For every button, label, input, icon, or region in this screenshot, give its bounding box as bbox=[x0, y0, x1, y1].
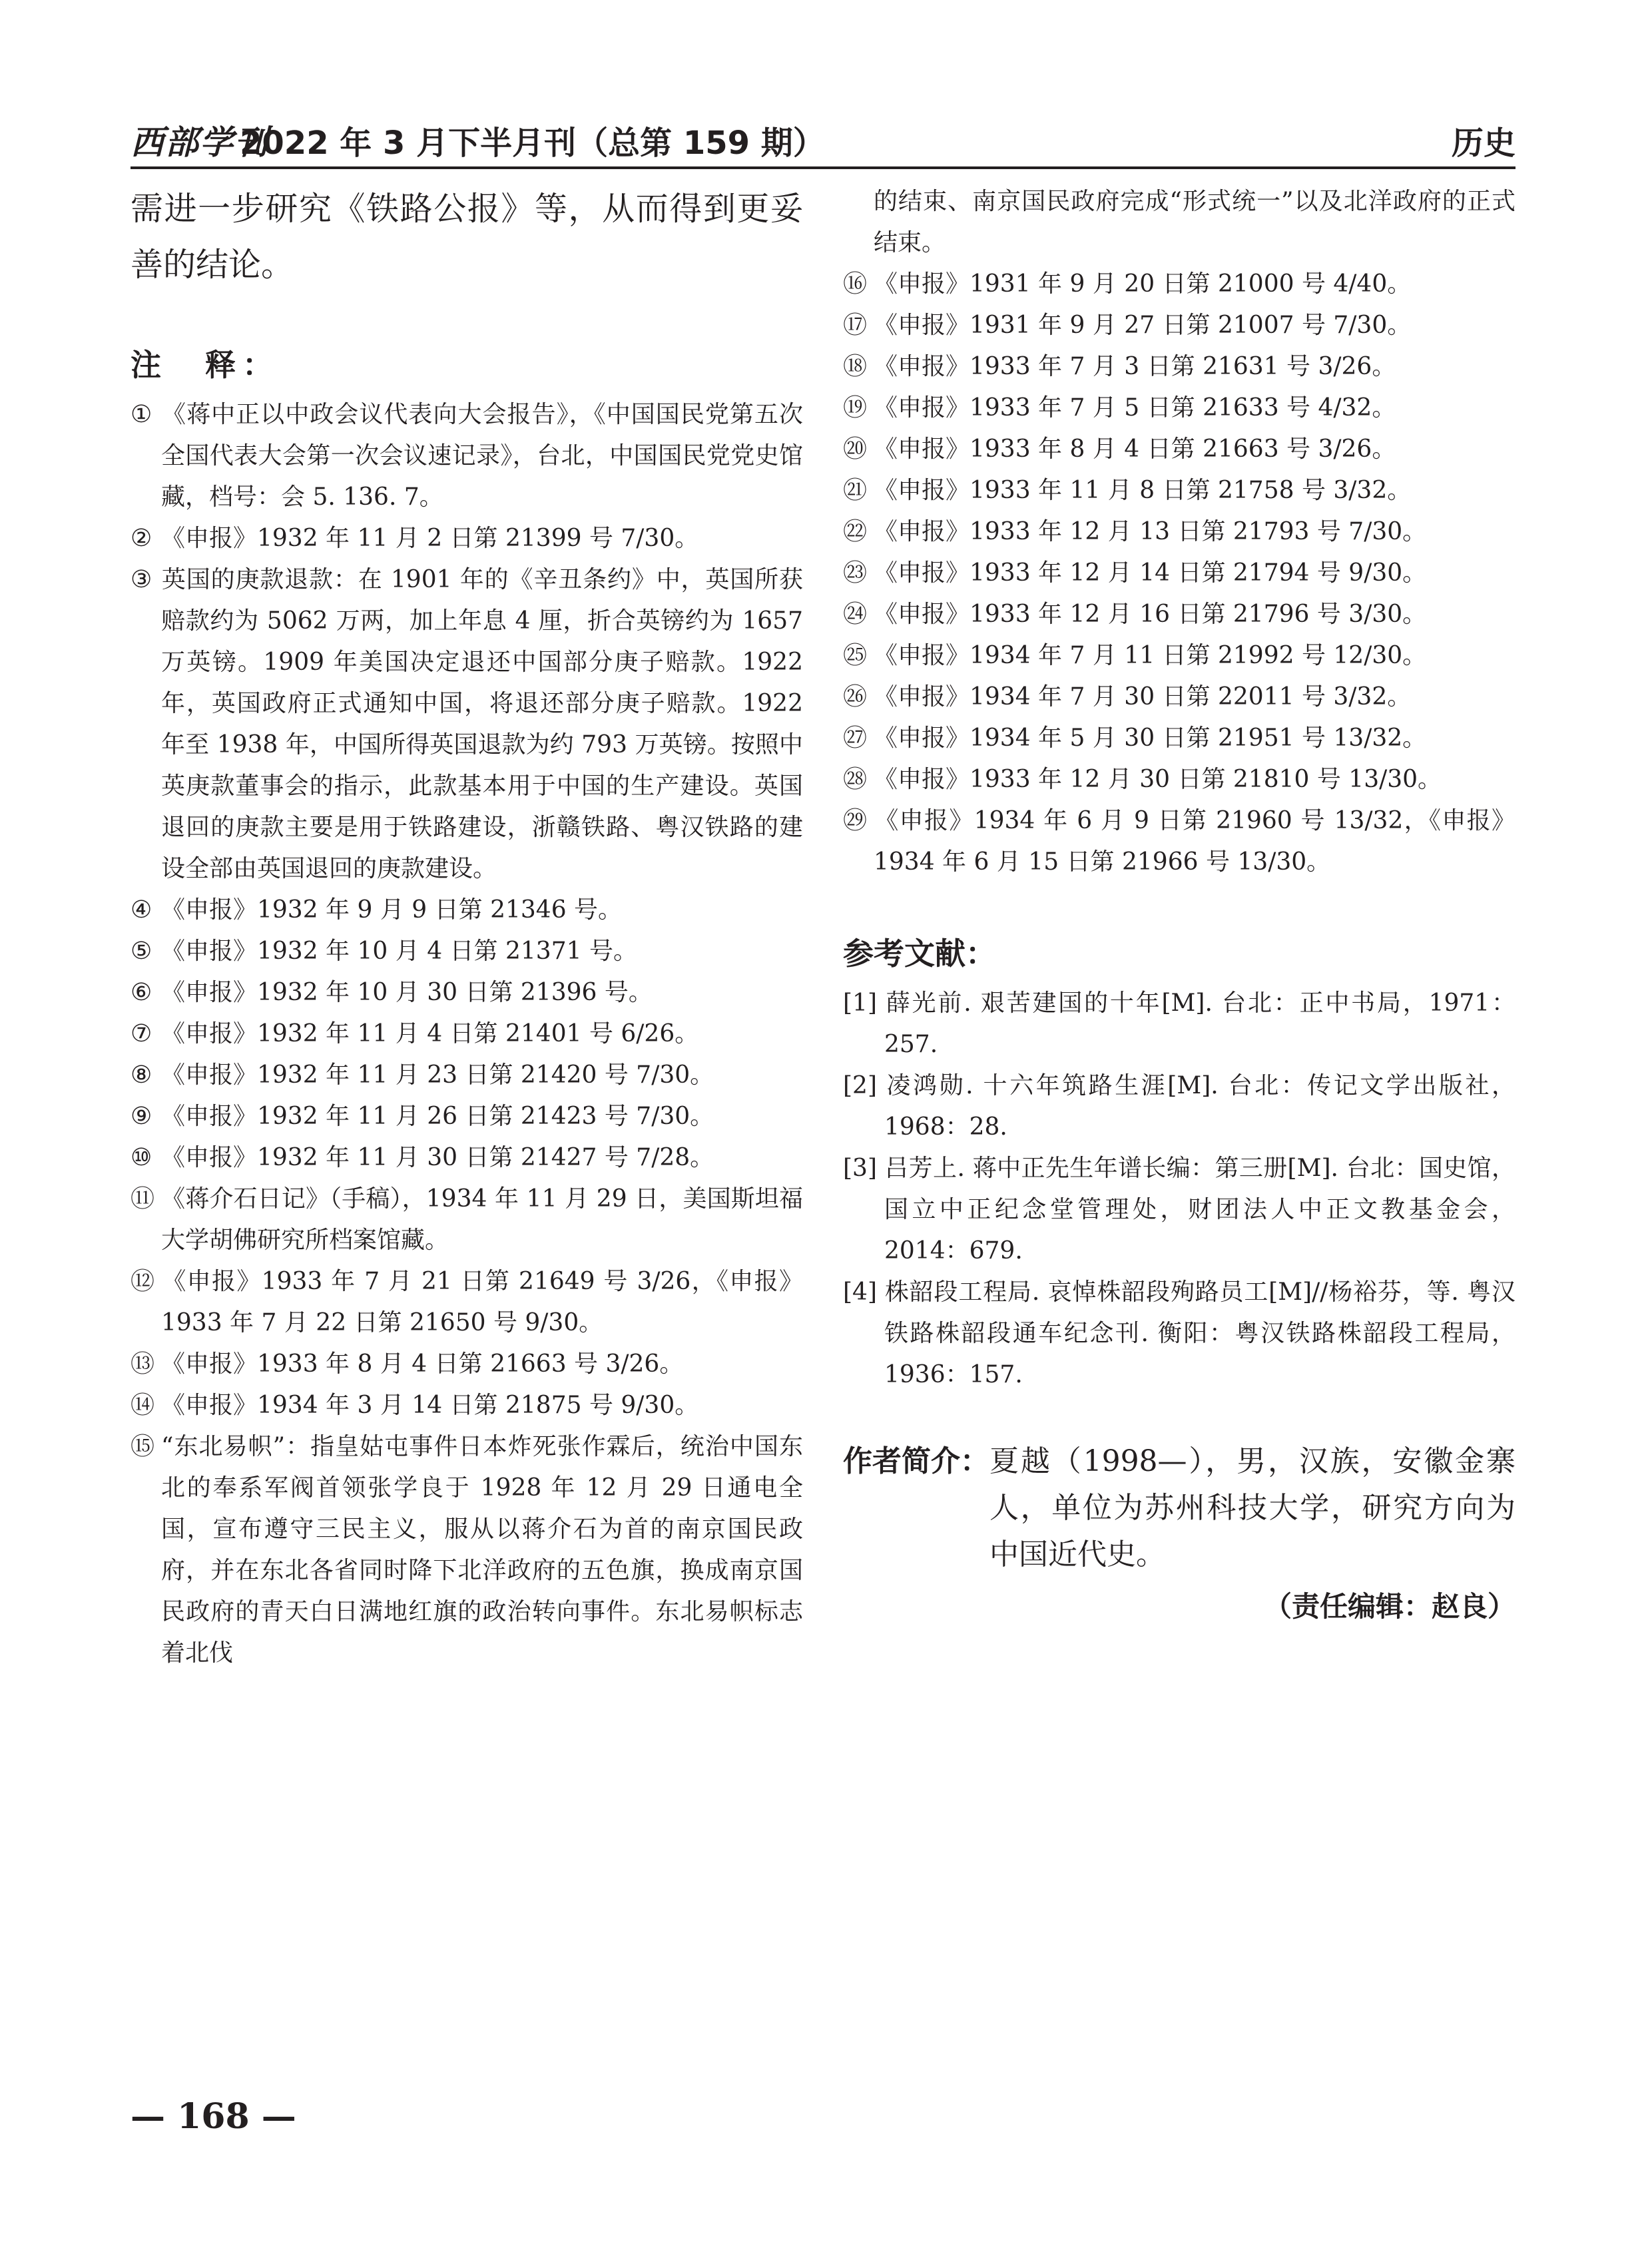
reference-item bbox=[843, 1148, 1515, 1272]
note-item bbox=[843, 553, 1515, 594]
references-heading: 参考文献： bbox=[843, 936, 996, 972]
note-item-mark: ⑬ bbox=[131, 1350, 155, 1378]
note-item bbox=[131, 1137, 803, 1179]
note-item bbox=[131, 1385, 803, 1426]
note-item-text: 《申报》1932 年 11 月 23 日第 21420 号 7/30。 bbox=[161, 1061, 714, 1089]
note-item bbox=[131, 1344, 803, 1385]
note-item-mark: ④ bbox=[131, 896, 152, 924]
note-item-mark: ⑤ bbox=[131, 938, 152, 965]
left-column bbox=[131, 181, 803, 1674]
right-column bbox=[843, 181, 1515, 1625]
note-item bbox=[843, 718, 1515, 759]
reference-item-text: 凌鸿勋. 十六年筑路生涯[M]. 台北：传记文学出版社，1968：28. bbox=[884, 1072, 1515, 1141]
notes-list-left bbox=[131, 394, 803, 1674]
note-item-text: 《申报》1933 年 7 月 21 日第 21649 号 3/26，《申报》1933 年 7 月 22 日第 21650 号 9/30。 bbox=[161, 1268, 803, 1336]
reference-item bbox=[843, 1065, 1515, 1148]
note-item-mark: ⑪ bbox=[131, 1185, 155, 1213]
note-item-mark: ㉒ bbox=[843, 518, 868, 545]
reference-item-text: 株韶段工程局. 哀悼株韶段殉路员工[M]//杨裕芬，等. 粤汉铁路株韶段通车纪念刊. 衡阳：粤汉铁路株韶段工程局，1936：157. bbox=[884, 1278, 1515, 1388]
note-item bbox=[843, 264, 1515, 305]
note-item-text: 《申报》1933 年 8 月 4 日第 21663 号 3/26。 bbox=[874, 435, 1396, 463]
note-item-mark: ㉘ bbox=[843, 766, 868, 793]
note-item bbox=[843, 759, 1515, 800]
note-item-mark: ⑰ bbox=[843, 312, 868, 339]
note-item-text: 《申报》1934 年 5 月 30 日第 21951 号 13/32。 bbox=[874, 724, 1427, 752]
note-item bbox=[131, 1179, 803, 1261]
note-item bbox=[843, 511, 1515, 553]
note-item-mark: ⑲ bbox=[843, 394, 868, 421]
note-item-mark: ⑯ bbox=[843, 270, 868, 298]
author-label: 作者简介： bbox=[843, 1444, 989, 1478]
note-item-text: 《申报》1933 年 12 月 14 日第 21794 号 9/30。 bbox=[874, 559, 1427, 587]
section-label: 历史 bbox=[1451, 125, 1515, 162]
note-item bbox=[843, 346, 1515, 388]
note-item-text: 英国的庚款退款：在 1901 年的《辛丑条约》中，英国所获赔款约为 5062 万两，加上年息 4 厘，折合英镑约为 1657 万英镑。1909 年美国决定退还中国部分庚子赔款。1922 年，英国政府正式通知中国，将退还部分庚子赔款。1922 年至 1938 年，中国所得英国退款为约 793 万英镑。按照中英庚款董事会的指示，此款基本用于中国的生产建设。英国退回的庚款主要是用于铁路建设，浙赣铁路、粤汉铁路的建设全部由英国退回的庚款建设。 bbox=[161, 566, 803, 882]
body-paragraph: 需进一步研究《铁路公报》等，从而得到更妥善的结论。 bbox=[131, 190, 803, 284]
note-item bbox=[131, 1261, 803, 1344]
note-item-mark: ㉔ bbox=[843, 601, 868, 628]
note-item-text: 《申报》1932 年 11 月 2 日第 21399 号 7/30。 bbox=[161, 525, 699, 552]
note-item-text: 《申报》1933 年 7 月 5 日第 21633 号 4/32。 bbox=[874, 394, 1396, 421]
note-item-mark: ① bbox=[131, 401, 152, 428]
note-item bbox=[843, 635, 1515, 677]
note-item bbox=[843, 305, 1515, 346]
reference-item-text: 吕芳上. 蒋中正先生年谱长编：第三册[M]. 台北：国史馆，国立中正纪念堂管理处，财团法人中正文教基金会，2014：679. bbox=[884, 1155, 1515, 1264]
note-item-mark: ㉑ bbox=[843, 477, 868, 504]
reference-item-mark: [1] bbox=[843, 989, 877, 1017]
note-item-mark: ⑩ bbox=[131, 1144, 152, 1171]
note-item bbox=[131, 518, 803, 559]
note-item-text: 《申报》1932 年 9 月 9 日第 21346 号。 bbox=[161, 896, 623, 924]
note-item-text: 《申报》1931 年 9 月 20 日第 21000 号 4/40。 bbox=[874, 270, 1412, 298]
note-item-text: 《申报》1933 年 11 月 8 日第 21758 号 3/32。 bbox=[874, 477, 1412, 504]
note-item bbox=[131, 890, 803, 931]
note-item bbox=[131, 1055, 803, 1096]
reference-item-text: 薛光前. 艰苦建国的十年[M]. 台北：正中书局，1971：257. bbox=[884, 989, 1515, 1058]
note-item-text: 《申报》1934 年 7 月 30 日第 22011 号 3/32。 bbox=[874, 683, 1412, 710]
note-item-text: 《蒋介石日记》（手稿），1934 年 11 月 29 日，美国斯坦福大学胡佛研究所档案馆藏。 bbox=[161, 1185, 803, 1254]
reference-item-mark: [3] bbox=[843, 1155, 877, 1182]
note-item-text: 《申报》1931 年 9 月 27 日第 21007 号 7/30。 bbox=[874, 312, 1412, 339]
note-item bbox=[843, 470, 1515, 511]
note-item-mark: ⑦ bbox=[131, 1020, 152, 1047]
note-item-mark: ② bbox=[131, 525, 152, 552]
note-item-text: 《申报》1934 年 3 月 14 日第 21875 号 9/30。 bbox=[161, 1392, 699, 1419]
references-list bbox=[843, 983, 1515, 1396]
note-item-text: 《申报》1933 年 7 月 3 日第 21631 号 3/26。 bbox=[874, 353, 1396, 380]
note-item-text: 《申报》1932 年 10 月 4 日第 21371 号。 bbox=[161, 938, 637, 965]
note-item bbox=[131, 1426, 803, 1674]
note-item-text: 《蒋中正以中政会议代表向大会报告》，《中国国民党第五次全国代表大会第一次会议速记录》，台北，中国国民党党史馆藏，档号：会 5. 136. 7。 bbox=[161, 401, 803, 511]
note-item-mark: ⑨ bbox=[131, 1103, 152, 1130]
note-item-text: 《申报》1932 年 11 月 4 日第 21401 号 6/26。 bbox=[161, 1020, 699, 1047]
note-item-text: 《申报》1934 年 6 月 9 日第 21960 号 13/32，《申报》1934 年 6 月 15 日第 21966 号 13/30。 bbox=[874, 807, 1515, 876]
note-item bbox=[131, 394, 803, 518]
note-item-mark: ⑥ bbox=[131, 979, 152, 1006]
note-item bbox=[131, 972, 803, 1013]
note-item-text: 《申报》1932 年 11 月 26 日第 21423 号 7/30。 bbox=[161, 1103, 714, 1130]
page-number: — 168 — bbox=[131, 2096, 296, 2137]
reference-item-mark: [2] bbox=[843, 1072, 877, 1099]
reference-item bbox=[843, 1272, 1515, 1396]
author-text: 夏越（1998—），男，汉族，安徽金寨人，单位为苏州科技大学，研究方向为中国近代史。 bbox=[989, 1444, 1515, 1571]
note-15-continuation: 的结束、南京国民政府完成“形式统一”以及北洋政府的正式结束。 bbox=[874, 188, 1515, 256]
note-item-text: 《申报》1933 年 8 月 4 日第 21663 号 3/26。 bbox=[161, 1350, 684, 1378]
note-item bbox=[843, 594, 1515, 635]
note-item-text: 《申报》1933 年 12 月 30 日第 21810 号 13/30。 bbox=[874, 766, 1442, 793]
note-item bbox=[843, 429, 1515, 470]
issue-info: 2022 年 3 月下半月刊（总第 159 期） bbox=[240, 125, 825, 162]
note-item-mark: ③ bbox=[131, 566, 152, 593]
reference-item-mark: [4] bbox=[843, 1278, 877, 1306]
journal-logo: 西部学刊 bbox=[131, 123, 269, 162]
header-rule bbox=[131, 166, 1515, 169]
note-item-mark: ⑳ bbox=[843, 435, 868, 463]
note-item-mark: ⑮ bbox=[131, 1433, 155, 1460]
note-item-mark: ⑱ bbox=[843, 353, 868, 380]
note-item-mark: ㉓ bbox=[843, 559, 868, 587]
note-item-text: 《申报》1932 年 10 月 30 日第 21396 号。 bbox=[161, 979, 653, 1006]
note-item-mark: ㉖ bbox=[843, 683, 868, 710]
page-header bbox=[131, 111, 1515, 165]
notes-heading: 注 释： bbox=[131, 347, 280, 383]
note-item-mark: ㉙ bbox=[843, 807, 868, 834]
note-item-text: 《申报》1933 年 12 月 16 日第 21796 号 3/30。 bbox=[874, 601, 1427, 628]
note-item bbox=[131, 1096, 803, 1137]
responsible-editor: （责任编辑：赵良） bbox=[1263, 1590, 1515, 1623]
note-item-mark: ㉗ bbox=[843, 724, 868, 752]
note-item-text: 《申报》1934 年 7 月 11 日第 21992 号 12/30。 bbox=[874, 642, 1427, 669]
note-item bbox=[131, 1013, 803, 1055]
note-item-text: 《申报》1933 年 12 月 13 日第 21793 号 7/30。 bbox=[874, 518, 1427, 545]
note-item-mark: ㉕ bbox=[843, 642, 868, 669]
note-item-mark: ⑭ bbox=[131, 1392, 155, 1419]
note-item-text: “东北易帜”：指皇姑屯事件日本炸死张作霖后，统治中国东北的奉系军阀首领张学良于 1928 年 12 月 29 日通电全国，宣布遵守三民主义，服从以蒋介石为首的南京国民政府，并在东北各省同时降下北洋政府的五色旗，换成南京国民政府的青天白日满地红旗的政治转向事件。东北易帜标志着北伐 bbox=[161, 1433, 803, 1667]
note-item bbox=[843, 388, 1515, 429]
note-item-text: 《申报》1932 年 11 月 30 日第 21427 号 7/28。 bbox=[161, 1144, 714, 1171]
reference-item bbox=[843, 983, 1515, 1065]
note-item bbox=[131, 931, 803, 972]
note-item bbox=[843, 800, 1515, 883]
note-item-mark: ⑫ bbox=[131, 1268, 155, 1295]
author-bio bbox=[843, 1438, 1515, 1578]
note-item bbox=[843, 677, 1515, 718]
notes-list-right bbox=[843, 264, 1515, 883]
note-item-mark: ⑧ bbox=[131, 1061, 152, 1089]
note-item bbox=[131, 559, 803, 890]
